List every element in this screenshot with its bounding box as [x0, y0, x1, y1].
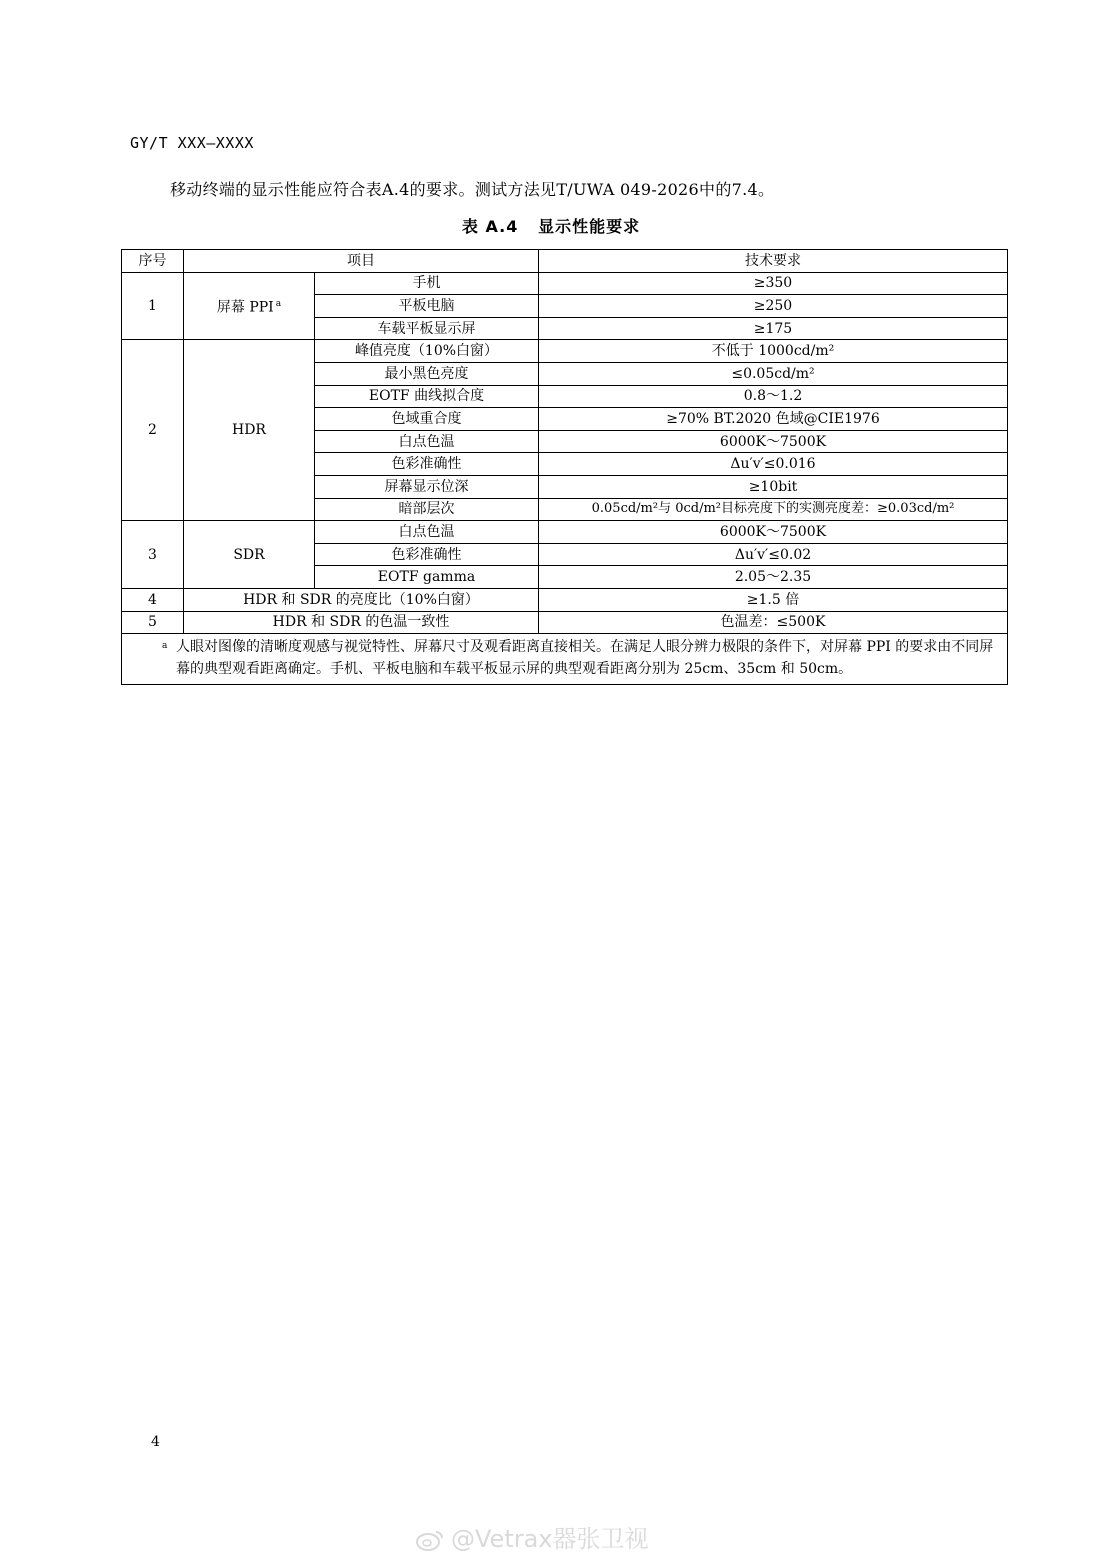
footnote-ref: a	[275, 299, 282, 310]
item-cell: 色彩准确性	[315, 543, 539, 566]
intro-paragraph: 移动终端的显示性能应符合表A.4的要求。测试方法见T/UWA 049-2026中的7.4。	[170, 180, 775, 199]
group-number: 3	[122, 521, 184, 589]
group-name: 屏幕 PPI $^a$	[184, 272, 315, 340]
item-cell: HDR 和 SDR 的色温一致性	[184, 611, 539, 634]
row-number: 5	[122, 611, 184, 634]
group-name: SDR	[184, 521, 315, 589]
table-header-row	[122, 250, 1008, 273]
requirement-cell: Δu′v′≤0.02	[539, 543, 1008, 566]
footnote-row	[122, 634, 1008, 685]
item-cell: 平板电脑	[315, 295, 539, 318]
footnote-text: 人眼对图像的清晰度观感与视觉特性、屏幕尺寸及观看距离直接相关。在满足人眼分辨力极限的条件下，对屏幕 PPI 的要求由不同屏幕的典型观看距离确定。手机、平板电脑和车载平板显示屏的典型观看距离分别为 25cm、35cm 和 50cm。	[176, 639, 994, 678]
table-row	[122, 611, 1008, 634]
requirement-cell: 2.05～2.35	[539, 566, 1008, 589]
item-cell: 色彩准确性	[315, 453, 539, 476]
table-title: 表 A.4 显示性能要求	[461, 217, 641, 236]
requirement-cell: 6000K～7500K	[539, 521, 1008, 544]
header-requirement: 技术要求	[539, 250, 1008, 273]
table-row	[122, 340, 1008, 363]
requirement-cell: ≥70% BT.2020 色域@CIE1976	[539, 408, 1008, 431]
watermark-text: @Vetrax器张卫视	[451, 1525, 649, 1553]
item-cell: HDR 和 SDR 的亮度比（10%白窗）	[184, 588, 539, 611]
item-cell: 峰值亮度（10%白窗）	[315, 340, 539, 363]
group-name: HDR	[184, 340, 315, 521]
requirement-cell: ≥250	[539, 295, 1008, 318]
display-requirements-table	[121, 249, 1008, 685]
requirement-cell: 0.05cd/m²与 0cd/m²目标亮度下的实测亮度差：≥0.03cd/m²	[539, 498, 1008, 521]
item-cell: EOTF gamma	[315, 566, 539, 589]
requirement-cell: ≥175	[539, 317, 1008, 340]
footnote-mark: a	[162, 641, 168, 652]
item-cell: EOTF 曲线拟合度	[315, 385, 539, 408]
requirement-cell: 色温差：≤500K	[539, 611, 1008, 634]
item-cell: 最小黑色亮度	[315, 362, 539, 385]
table-row	[122, 521, 1008, 544]
document-id: GY/T XXX—XXXX	[130, 134, 254, 152]
item-cell: 屏幕显示位深	[315, 475, 539, 498]
requirement-cell: ≤0.05cd/m²	[539, 362, 1008, 385]
item-cell: 色域重合度	[315, 408, 539, 431]
page-number: 4	[151, 1434, 160, 1450]
row-number: 4	[122, 588, 184, 611]
item-cell: 手机	[315, 272, 539, 295]
requirement-cell: 不低于 1000cd/m²	[539, 340, 1008, 363]
weibo-logo-icon	[415, 1529, 445, 1551]
requirement-cell: ≥350	[539, 272, 1008, 295]
table-row	[122, 588, 1008, 611]
header-item: 项目	[184, 250, 539, 273]
requirement-cell: ≥10bit	[539, 475, 1008, 498]
group-number: 2	[122, 340, 184, 521]
item-cell: 暗部层次	[315, 498, 539, 521]
requirement-cell: ≥1.5 倍	[539, 588, 1008, 611]
group-number: 1	[122, 272, 184, 340]
requirement-cell: Δu′v′≤0.016	[539, 453, 1008, 476]
table-row	[122, 272, 1008, 295]
table-footnote	[122, 634, 1008, 685]
requirement-cell: 6000K～7500K	[539, 430, 1008, 453]
item-cell: 白点色温	[315, 521, 539, 544]
header-no: 序号	[122, 250, 184, 273]
item-cell: 车载平板显示屏	[315, 317, 539, 340]
watermark	[415, 1519, 649, 1554]
requirement-cell: 0.8～1.2	[539, 385, 1008, 408]
item-cell: 白点色温	[315, 430, 539, 453]
